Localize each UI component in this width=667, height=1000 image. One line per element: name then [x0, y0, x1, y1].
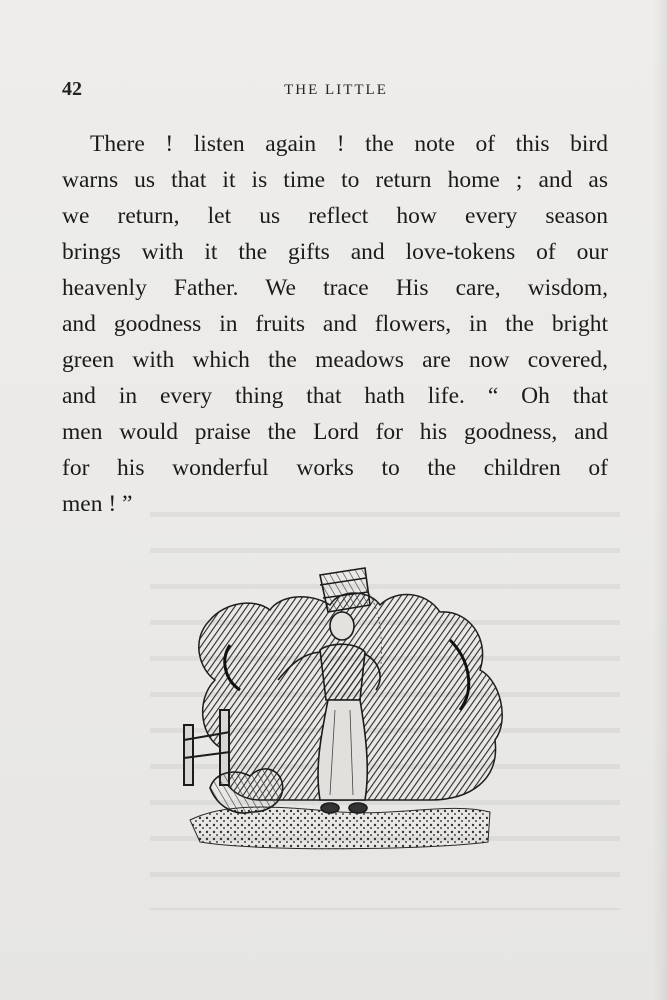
text-line: men would praise the Lord for his goodness, and	[62, 419, 608, 445]
running-head	[62, 78, 610, 104]
page-number: 42	[62, 78, 82, 100]
body-paragraph	[62, 126, 608, 522]
text-line: men ! ”	[62, 491, 133, 517]
text-line: and goodness in fruits and flowers, in the bright	[62, 311, 608, 337]
running-title: THE LITTLE	[284, 82, 388, 98]
text-line: for his wonderful works to the children of	[62, 455, 608, 481]
page-edge-shadow	[653, 0, 667, 1000]
milkmaid-engraving	[170, 550, 510, 860]
text-line: brings with it the gifts and love-tokens of our	[62, 239, 608, 265]
text-line: warns us that it is time to return home ; and as	[62, 167, 608, 193]
text-line: we return, let us reflect how every season	[62, 203, 608, 229]
ground	[190, 807, 490, 849]
text-line: There ! listen again ! the note of this bird	[90, 131, 608, 157]
text-line: and in every thing that hath life. “ Oh that	[62, 383, 608, 409]
text-line: heavenly Father. We trace His care, wisdom,	[62, 275, 608, 301]
text-line: green with which the meadows are now covered,	[62, 347, 608, 373]
animal-figure	[210, 769, 283, 813]
